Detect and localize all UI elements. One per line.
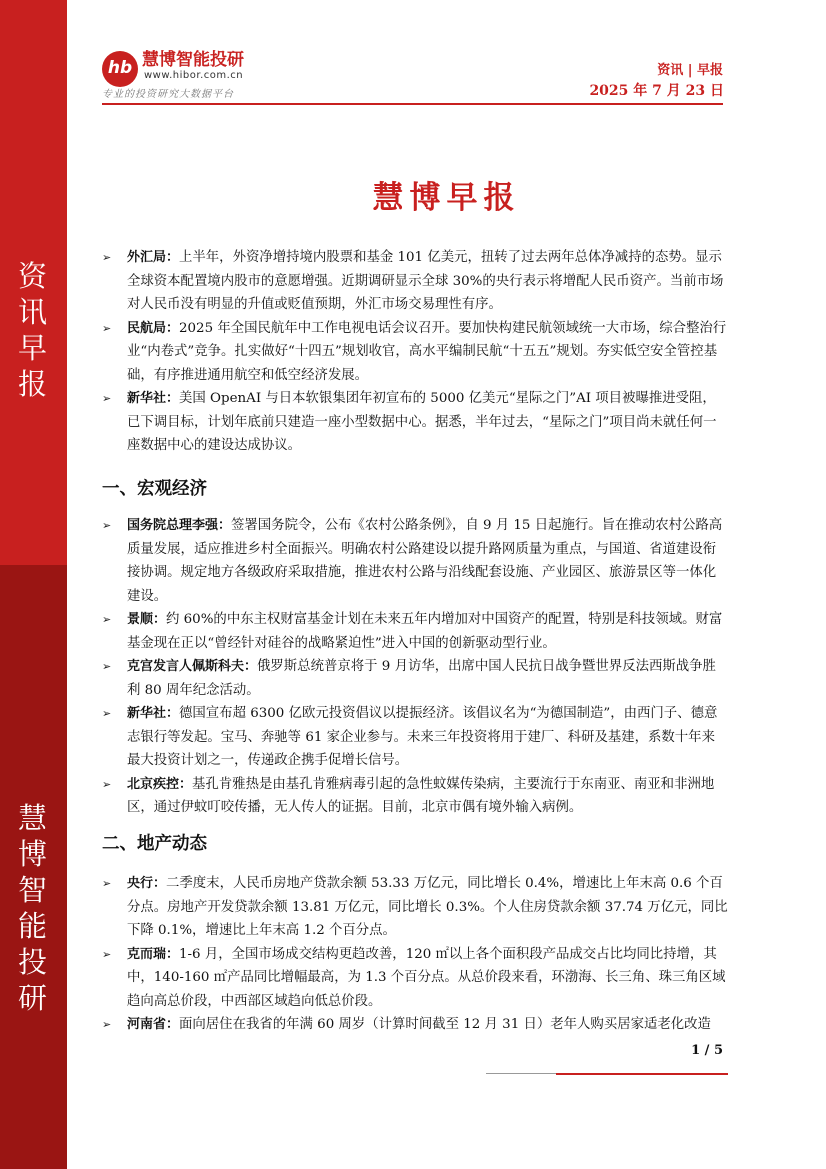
brand-logo[interactable]: [102, 47, 262, 99]
list-item: [102, 317, 728, 388]
item-text: 上半年，外资净增持境内股票和基金 101 亿美元，扭转了过去两年总体净减持的态势。显示全球资本配置境内股市的意愿增强。近期调研显示全球 30%的央行表示将增配人民币资产。当前市场对人民币没有明显的升值或贬值预期，外汇市场交易理性有序。: [127, 250, 724, 312]
sidebar-char: 早: [17, 331, 49, 365]
sidebar-char: 研: [17, 981, 49, 1015]
sidebar-char: 能: [17, 909, 49, 943]
intro-list: [102, 246, 728, 458]
item-label: 国务院总理李强：: [127, 518, 232, 533]
arrow-bullet-icon: ➢: [102, 321, 112, 335]
logo-name: 慧博智能投研: [142, 50, 244, 70]
item-text: 面向居住在我省的年满 60 周岁（计算时间截至 12 月 31 日）老年人购买居家适老化改造: [179, 1017, 711, 1032]
sidebar-char: 慧: [17, 801, 49, 835]
item-text: 2025 年全国民航年中工作电视电话会议召开。要加快构建民航领域统一大市场，综合整治行业“内卷式”竞争。扎实做好“十四五”规划收官，高水平编制民航“十五五”规划。夯实低空安全管控基础，有序推进通用航空和低空经济发展。: [127, 320, 727, 383]
sidebar-char: 博: [17, 837, 49, 871]
item-label: 克而瑞：: [127, 946, 180, 962]
arrow-bullet-icon: ➢: [102, 777, 112, 791]
page-title: 慧博早报: [372, 180, 521, 216]
section-heading-macro: 一、宏观经济: [102, 479, 207, 499]
arrow-bullet-icon: ➢: [102, 707, 112, 720]
item-text: 二季度末，人民币房地产贷款余额 53.33 万亿元，同比增长 0.4%，增速比上年末高 0.6 个百分点。房地产开发贷款余额 13.81 万亿元，同比增长 0.3%。个人住房贷款余额 37.74 万亿元，同比下降 0.1%，增速比上年末高 1.2 个百分点。: [127, 876, 728, 938]
property-list: [102, 872, 728, 1037]
arrow-bullet-icon: ➢: [102, 947, 112, 961]
arrow-bullet-icon: ➢: [102, 660, 112, 673]
header-category: 资讯 | 早报: [657, 63, 723, 78]
item-text: 1-6 月，全国市场成交结构更趋改善，120 ㎡以上各个面积段产品成交占比均同比持增，其中，140-160 ㎡产品同比增幅最高，为 1.3 个百分点。从总价段来看，环渤海、长三角、珠三角区域趋向高总价段，中西部区域趋向低总价段。: [127, 946, 726, 1009]
list-item: [102, 872, 728, 943]
list-item: [102, 608, 728, 655]
item-label: 北京疾控：: [127, 776, 193, 792]
list-item: [102, 514, 728, 608]
arrow-bullet-icon: ➢: [102, 1018, 112, 1031]
logo-mark-icon: [102, 51, 138, 87]
footer-accent-divider: [556, 1073, 728, 1075]
item-label: 河南省：: [127, 1017, 180, 1032]
sidebar-char: 智: [17, 873, 49, 907]
sidebar-char: 资: [17, 259, 49, 293]
list-item: [102, 943, 728, 1014]
item-label: 景顺：: [127, 612, 167, 627]
item-label: 克宫发言人佩斯科夫：: [127, 659, 258, 674]
arrow-bullet-icon: ➢: [102, 392, 112, 405]
list-item: [102, 246, 728, 317]
item-text: 俄罗斯总统普京将于 9 月访华，出席中国人民抗日战争暨世界反法西斯战争胜利 80 周年纪念活动。: [127, 659, 716, 698]
list-item: [102, 655, 728, 702]
item-label: 新华社：: [127, 706, 180, 721]
item-label: 央行：: [127, 876, 167, 891]
sidebar-char: 讯: [17, 295, 49, 329]
list-item: [102, 702, 728, 773]
list-item: [102, 387, 728, 458]
item-label: 外汇局：: [127, 250, 180, 265]
item-text: 基孔肯雅热是由基孔肯雅病毒引起的急性蚊媒传染病，主要流行于东南亚、南亚和非洲地区，通过伊蚊叮咬传播，无人传人的证据。目前，北京市偶有境外输入病例。: [127, 776, 715, 815]
macro-list: [102, 514, 728, 820]
sidebar-char: 报: [17, 367, 49, 401]
arrow-bullet-icon: ➢: [102, 251, 112, 264]
header-date: 2025 年 7 月 23 日: [589, 83, 724, 99]
item-text: 约 60%的中东主权财富基金计划在未来五年内增加对中国资产的配置，特别是科技领域。财富基金现在正以“曾经针对硅谷的战略紧迫性”进入中国的创新驱动型行业。: [127, 612, 723, 651]
logo-slogan: 专业的投资研究大数据平台: [102, 89, 234, 100]
item-text: 签署国务院令，公布《农村公路条例》，自 9 月 15 日起施行。旨在推动农村公路高质量发展，适应推进乡村全面振兴。明确农村公路建设以提升路网质量为重点，与国道、省道建设衔接协调。规定地方各级政府采取措施，推进农村公路与沿线配套设施、产业园区、旅游景区等一体化建设。: [127, 518, 723, 604]
page-number: 1 / 5: [691, 1043, 723, 1058]
section-heading-property: 二、地产动态: [102, 834, 207, 854]
sidebar-label-brand: [0, 800, 67, 1016]
logo-url: www.hibor.com.cn: [144, 70, 244, 81]
item-label: 新华社：: [127, 391, 180, 406]
item-text: 德国宣布超 6300 亿欧元投资倡议以提振经济。该倡议名为“为德国制造”，由西门子、德意志银行等发起。宝马、奔驰等 61 家企业参与。未来三年投资将用于建厂、科研及基建，系数十年来最大投资计划之一，传递政企携手促增长信号。: [127, 706, 718, 768]
header-divider: [102, 103, 723, 105]
list-item: [102, 1013, 728, 1037]
sidebar-char: 投: [17, 945, 49, 979]
item-text: 美国 OpenAI 与日本软银集团年初宣布的 5000 亿美元“星际之门”AI 项目被曝推进受阻，已下调目标，计划年底前只建造一座小型数据中心。据悉，半年过去，“星际之门”项目尚未就任何一座数据中心的建设达成协议。: [127, 391, 717, 453]
logo-mark-text: hb: [107, 58, 133, 78]
arrow-bullet-icon: ➢: [102, 613, 112, 626]
arrow-bullet-icon: ➢: [102, 519, 112, 532]
item-label: 民航局：: [127, 320, 180, 336]
list-item: [102, 773, 728, 820]
arrow-bullet-icon: ➢: [102, 877, 112, 890]
sidebar-label-report: [0, 258, 67, 402]
